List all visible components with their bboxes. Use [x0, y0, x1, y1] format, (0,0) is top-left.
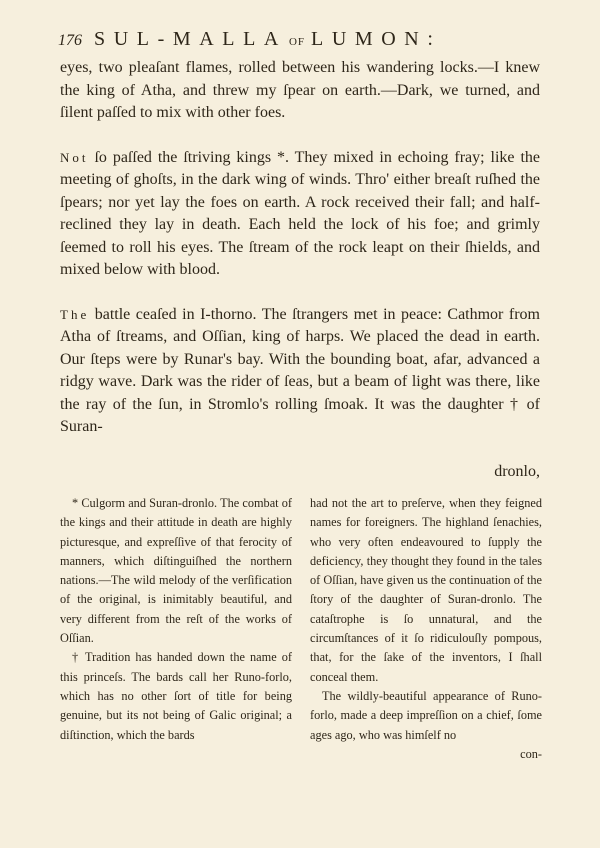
running-header — [58, 28, 538, 52]
footnote-column-left — [60, 494, 292, 764]
footnote-column-right — [310, 494, 542, 764]
paragraph-2-text: ſo paſſed the ſtriving kings *. They mixed in echoing fray; like the meeting of ghoſts, in the dark wing of winds. Thro' either breaſt ruſhed the ſpears; nor yet lay the foes on earth. A rock received their fall; and half-reclined they lay in death. Each held the lock of his foe; and grimly ſeemed to roll his eyes. The ſtream of the rock leapt on their ſhields, and mixed below with blood. — [60, 148, 540, 278]
paragraph-3 — [60, 304, 540, 439]
footnote-continued: had not the art to preſerve, when they feigned names for foreigners. The highland ſenachies, who very often endeavoured to ſupply the deficiency, they thought they found in the tales of Oſſian, have given us the continuation of the ſtory of the daughter of Suran-dronlo. The cataſtrophe is ſo unnatural, and the circumſtances of it ſo ridiculouſly pompous, that, for the ſake of the inventors, I ſhall conceal them. — [310, 496, 542, 684]
footnotes — [60, 494, 542, 764]
paragraph-3-lead: The — [60, 306, 90, 322]
paragraph-1: eyes, two pleaſant flames, rolled between his wandering locks.—I knew the king of Atha, and threw my ſpear on earth.—Dark, we turned, and ſilent paſſed to mix with other foes. — [60, 59, 540, 121]
footnote-wildly-beautiful: The wildly-beautiful appearance of Runo-forlo, made a deep impreſſion on a chief, ſome ages ago, who was himſelf no — [310, 688, 542, 742]
main-text — [60, 57, 540, 483]
running-title-of: OF — [288, 36, 306, 48]
running-title-left: SUL-MALLA — [94, 28, 287, 50]
running-title-right: LUMON: — [311, 28, 442, 50]
footnote-culgorm: * Culgorm and Suran-dronlo. The combat of the kings and their attitude in death are highly picturesque, and expreſſive of that ferocity of manners, which diſtinguiſhed the northern nations.—The wild melody of the verſification of the original, is inimitably beautiful, and very different from the reſt of the works of Oſſian. — [60, 496, 292, 646]
page-number: 176 — [58, 32, 82, 49]
paragraph-3-end: dronlo, — [494, 462, 540, 480]
paragraph-2-lead: Not — [60, 149, 89, 165]
paragraph-2 — [60, 147, 540, 282]
catchword: con- — [520, 746, 542, 761]
paragraph-3-text: battle ceaſed in I-thorno. The ſtrangers met in peace: Cathmor from Atha of ſtreams, and Oſſian, king of harps. We placed the dead in earth. Our ſteps were by Runar's bay. With the bounding boat, afar, advanced a ridgy wave. Dark was the rider of ſeas, but a beam of light was there, like the ray of the ſun, in Stromlo's rolling ſmoak. It was the daughter † of Suran- — [60, 305, 540, 435]
footnote-runo-forlo: † Tradition has handed down the name of this princeſs. The bards call her Runo-forlo, which has no other ſort of title for being genuine, but its not being of Galic original; a diſtinction, which the bards — [60, 650, 292, 742]
